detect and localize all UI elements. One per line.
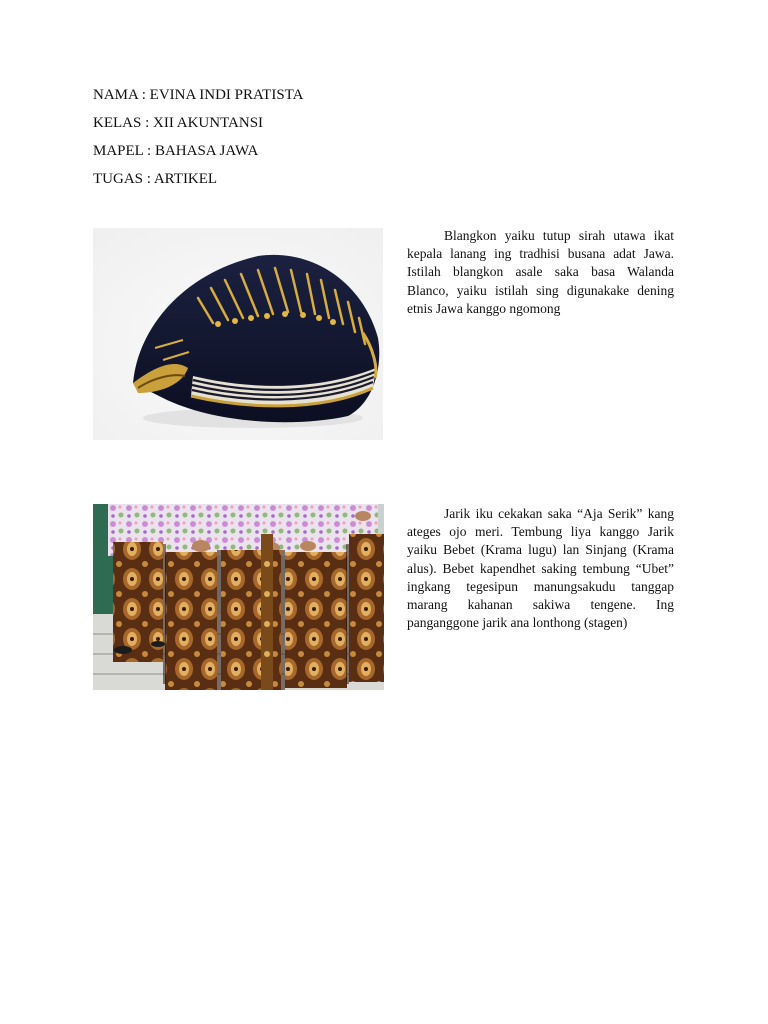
jarik-paragraph: Jarik iku cekakan saka “Aja Serik” kang ateges ojo meri. Tembung liya kanggo Jarik yaiku Bebet (Krama lugu) lan Sinjang (Krama alus). Bebet kapendhet saking tembung “Ubet” ingkang tegesipun manungsakudu tanggap marang kahanan sakiwa tengene. Ing panganggone jarik ana lonthong (stagen) (407, 506, 674, 631)
subject-name: MAPEL : BAHASA JAWA (93, 143, 259, 159)
student-info-header (93, 86, 593, 198)
student-class: KELAS : XII AKUNTANSI (93, 115, 264, 131)
blangkon-photo (93, 228, 383, 440)
blangkon-paragraph: Blangkon yaiku tutup sirah utawa ikat kepala lanang ing tradhisi busana adat Jawa. Istilah blangkon asale saka basa Walanda Blanco, yaiku istilah sing digunakake dening etnis Jawa kanggo ngomong (407, 228, 674, 316)
student-name: NAMA : EVINA INDI PRATISTA (93, 87, 304, 103)
jarik-photo (93, 504, 384, 690)
assignment-type: TUGAS : ARTIKEL (93, 171, 218, 187)
